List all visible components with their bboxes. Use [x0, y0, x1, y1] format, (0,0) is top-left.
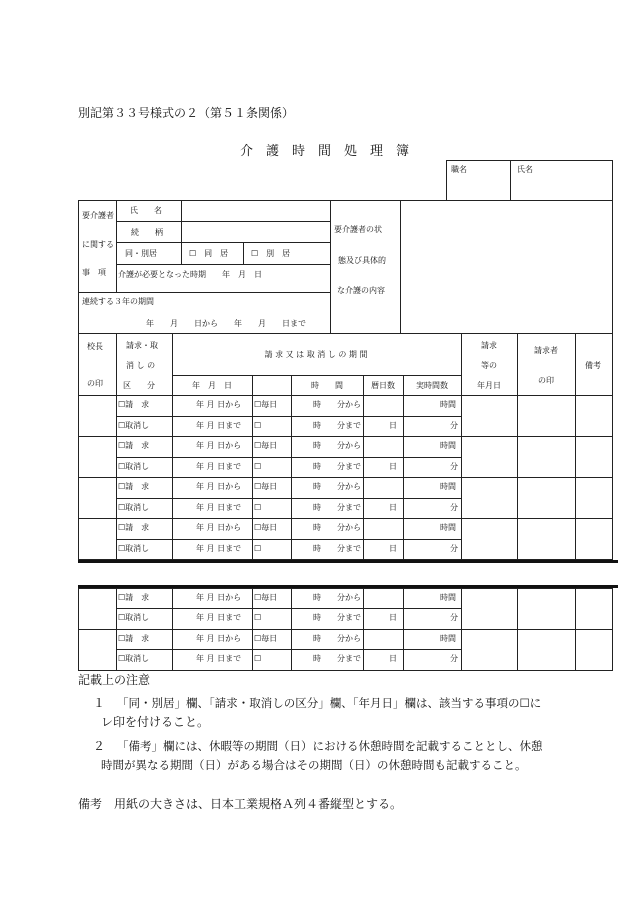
- form-rule: [78, 200, 613, 201]
- requester-seal-header: 請求者: [534, 346, 558, 355]
- daily-checkbox[interactable]: ☐毎日: [254, 634, 278, 643]
- day-unit: 日: [389, 503, 397, 512]
- note-1-line-2: レ印を付けること。: [101, 715, 210, 729]
- date-to-label: 年 月 日まで: [196, 544, 242, 553]
- day-unit: 日: [389, 613, 397, 622]
- period-label: 連続する３年の期間: [82, 297, 154, 306]
- date-to-label: 年 月 日まで: [196, 421, 242, 430]
- name-label: 氏名: [517, 165, 533, 174]
- form-rule: [172, 333, 173, 561]
- care-content-label: な介護の内容: [337, 286, 385, 295]
- form-rule: [446, 160, 447, 201]
- minutes-unit: 分: [450, 613, 458, 622]
- living-same-checkbox[interactable]: ☐ 同 居: [189, 249, 229, 258]
- date-checkbox[interactable]: ☐: [254, 421, 262, 430]
- date-to-label: 年 月 日まで: [196, 654, 242, 663]
- form-rule: [181, 200, 182, 265]
- form-rule: [575, 333, 576, 561]
- form-rule: [510, 160, 511, 201]
- hours-unit: 時間: [440, 441, 456, 450]
- form-rule: [78, 436, 613, 437]
- form-rule: [116, 333, 117, 561]
- form-rule: [78, 477, 613, 478]
- claim-checkbox[interactable]: ☐請 求: [118, 634, 150, 643]
- note-1-line-1: 「同・別居」欄、「請求・取消しの区分」欄、「年月日」欄は、該当する事項の☐に: [117, 696, 542, 710]
- claim-date-header: 請求: [481, 341, 497, 350]
- form-rule: [116, 221, 331, 222]
- note-2-number: ２: [93, 739, 106, 753]
- claim-date-header: 年月日: [477, 381, 501, 390]
- cancel-checkbox[interactable]: ☐取消し: [118, 654, 150, 663]
- minutes-unit: 分: [450, 544, 458, 553]
- form-rule: [116, 457, 462, 458]
- day-unit: 日: [389, 544, 397, 553]
- note-2-line-2: 時間が異なる期間（日）がある場合はその期間（日）の休憩時間も記載すること。: [101, 758, 527, 772]
- note-1-number: １: [93, 696, 106, 710]
- cancel-checkbox[interactable]: ☐取消し: [118, 613, 150, 622]
- period-title: 請 求 又 は 取 消 し の 期 間: [264, 350, 368, 359]
- day-unit: 日: [389, 421, 397, 430]
- form-rule: [78, 292, 331, 293]
- living-separate-checkbox[interactable]: ☐ 別 居: [251, 249, 291, 258]
- day-unit: 日: [389, 462, 397, 471]
- family-section-label: 要介護者: [82, 211, 114, 220]
- date-from-label: 年 月 日から: [196, 593, 242, 602]
- form-rule: [243, 242, 244, 265]
- cancel-checkbox[interactable]: ☐取消し: [118, 462, 150, 471]
- form-rule: [363, 375, 364, 561]
- date-from-label: 年 月 日から: [196, 634, 242, 643]
- period-value: 年 月 日から 年 月 日まで: [146, 319, 306, 328]
- minutes-unit: 分: [450, 654, 458, 663]
- hours-unit: 時間: [440, 482, 456, 491]
- daily-checkbox[interactable]: ☐毎日: [254, 523, 278, 532]
- time-to-label: 時 分まで: [313, 462, 361, 471]
- time-to-label: 時 分まで: [313, 544, 361, 553]
- family-name-label: 氏 名: [130, 206, 162, 215]
- care-start-label: 介護が必要となった時期 年 月 日: [118, 270, 262, 279]
- date-checkbox[interactable]: ☐: [254, 503, 262, 512]
- daily-checkbox[interactable]: ☐毎日: [254, 593, 278, 602]
- living-label: 同・別居: [125, 249, 157, 258]
- hours-unit: 時間: [440, 400, 456, 409]
- cancel-checkbox[interactable]: ☐取消し: [118, 503, 150, 512]
- form-rule: [116, 416, 462, 417]
- minutes-unit: 分: [450, 503, 458, 512]
- minutes-unit: 分: [450, 462, 458, 471]
- days-header: 暦日数: [371, 381, 395, 390]
- time-from-label: 時 分から: [313, 634, 361, 643]
- form-rule: [517, 333, 518, 561]
- form-rule: [78, 518, 613, 519]
- claim-date-header: 等の: [481, 361, 497, 370]
- form-rule: [78, 333, 79, 561]
- day-unit: 日: [389, 654, 397, 663]
- minutes-unit: 分: [450, 421, 458, 430]
- date-checkbox[interactable]: ☐: [254, 462, 262, 471]
- time-from-label: 時 分から: [313, 400, 361, 409]
- principal-seal-label: 校長: [87, 342, 103, 351]
- daily-checkbox[interactable]: ☐毎日: [254, 482, 278, 491]
- request-type-label: 消 し の: [126, 361, 156, 370]
- time-to-label: 時 分まで: [313, 421, 361, 430]
- date-from-label: 年 月 日から: [196, 441, 242, 450]
- claim-checkbox[interactable]: ☐請 求: [118, 523, 150, 532]
- form-rule: [252, 375, 253, 561]
- form-rule: [116, 264, 331, 265]
- daily-checkbox[interactable]: ☐毎日: [254, 441, 278, 450]
- claim-checkbox[interactable]: ☐請 求: [118, 441, 150, 450]
- form-rule: [400, 200, 401, 334]
- claim-checkbox[interactable]: ☐請 求: [118, 400, 150, 409]
- form-rule: [461, 333, 462, 561]
- actual-hours-header: 実時間数: [416, 381, 448, 390]
- principal-seal-label: の印: [87, 379, 103, 388]
- family-section-label: 事 項: [82, 268, 106, 277]
- hours-unit: 時間: [440, 634, 456, 643]
- tear-line: [78, 560, 618, 563]
- form-rule: [172, 375, 462, 376]
- date-from-label: 年 月 日から: [196, 400, 242, 409]
- notes-heading: 記載上の注意: [78, 673, 151, 687]
- form-title: 介護時間処理簿: [240, 144, 423, 159]
- form-rule: [78, 670, 613, 671]
- time-to-label: 時 分まで: [313, 613, 361, 622]
- form-rule: [116, 200, 117, 293]
- paper-size-remark: 備考 用紙の大きさは、日本工業規格Ａ列４番縦型とする。: [78, 797, 403, 811]
- form-rule: [291, 375, 292, 561]
- date-checkbox[interactable]: ☐: [254, 654, 262, 663]
- form-rule: [78, 200, 79, 334]
- job-title-label: 職名: [451, 165, 467, 174]
- form-rule: [116, 242, 331, 243]
- tear-line: [78, 585, 618, 588]
- date-to-label: 年 月 日まで: [196, 462, 242, 471]
- date-from-label: 年 月 日から: [196, 482, 242, 491]
- form-rule: [78, 333, 613, 334]
- form-rule: [78, 395, 613, 396]
- remarks-header: 備考: [585, 361, 601, 370]
- request-type-label: 請求・取: [126, 341, 158, 350]
- family-section-label: に関する: [82, 240, 114, 249]
- date-checkbox[interactable]: ☐: [254, 544, 262, 553]
- form-rule: [612, 200, 613, 334]
- care-content-label: 要介護者の状: [334, 225, 382, 234]
- form-rule: [116, 498, 462, 499]
- time-header: 時 間: [311, 381, 343, 390]
- care-content-label: 態及び具体的: [338, 256, 386, 265]
- form-rule: [612, 333, 613, 561]
- time-from-label: 時 分から: [313, 523, 361, 532]
- hours-unit: 時間: [440, 593, 456, 602]
- cancel-checkbox[interactable]: ☐取消し: [118, 544, 150, 553]
- form-header: 別記第３３号様式の２（第５１条関係）: [78, 106, 295, 120]
- date-from-label: 年 月 日から: [196, 523, 242, 532]
- form-rule: [116, 649, 462, 650]
- form-rule: [446, 160, 613, 161]
- date-checkbox[interactable]: ☐: [254, 613, 262, 622]
- date-to-label: 年 月 日まで: [196, 503, 242, 512]
- form-rule: [78, 629, 613, 630]
- date-header: 年 月 日: [192, 381, 232, 390]
- date-to-label: 年 月 日まで: [196, 613, 242, 622]
- claim-checkbox[interactable]: ☐請 求: [118, 593, 150, 602]
- form-rule: [116, 539, 462, 540]
- form-rule: [78, 588, 613, 589]
- time-to-label: 時 分まで: [313, 503, 361, 512]
- claim-checkbox[interactable]: ☐請 求: [118, 482, 150, 491]
- time-to-label: 時 分まで: [313, 654, 361, 663]
- note-2-line-1: 「備考」欄には、休暇等の期間（日）における休憩時間を記載することとし、休憩: [117, 739, 543, 753]
- time-from-label: 時 分から: [313, 441, 361, 450]
- request-type-label: 区 分: [123, 381, 155, 390]
- form-rule: [612, 160, 613, 201]
- hours-unit: 時間: [440, 523, 456, 532]
- time-from-label: 時 分から: [313, 593, 361, 602]
- relation-label: 続 柄: [131, 228, 163, 237]
- requester-seal-header: の印: [538, 376, 554, 385]
- time-from-label: 時 分から: [313, 482, 361, 491]
- cancel-checkbox[interactable]: ☐取消し: [118, 421, 150, 430]
- form-rule: [116, 608, 462, 609]
- daily-checkbox[interactable]: ☐毎日: [254, 400, 278, 409]
- form-rule: [403, 375, 404, 561]
